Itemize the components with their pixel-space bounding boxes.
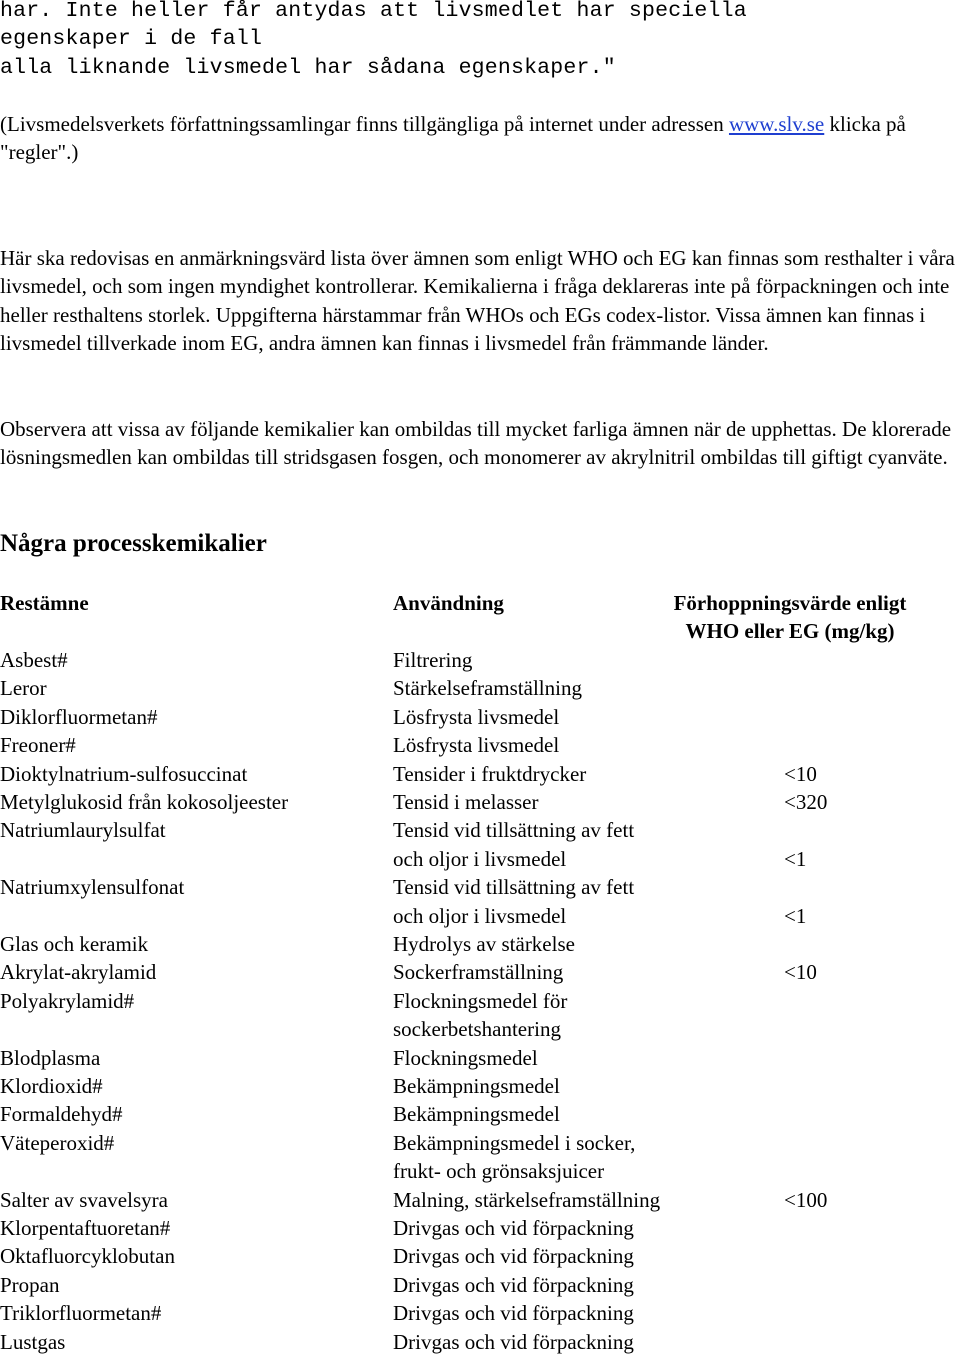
table-row — [0, 674, 960, 702]
table-row — [0, 930, 960, 958]
section-title: Några processkemikalier — [0, 530, 267, 557]
substance-cell: Triklorfluormetan# — [0, 1301, 162, 1326]
substance-cell: Polyakrylamid# — [0, 988, 135, 1013]
header-substance: Restämne — [0, 591, 89, 615]
substance-cell: Leror — [0, 676, 47, 701]
substance-cell: Akrylat-akrylamid — [0, 960, 157, 985]
substance-cell: Salter av svavelsyra — [0, 1187, 168, 1212]
substance-cell: Diklorfluormetan# — [0, 704, 158, 729]
usage-cell: Flockningsmedel för — [393, 988, 568, 1013]
table-row — [0, 1328, 960, 1356]
header-usage: Användning — [393, 591, 504, 615]
substance-cell: Dioktylnatrium-sulfosuccinat — [0, 761, 248, 786]
substance-cell: Blodplasma — [0, 1045, 101, 1070]
substance-cell: Oktafluorcyklobutan — [0, 1244, 175, 1269]
limit-cell: <320 — [784, 790, 828, 814]
table-row — [0, 703, 960, 731]
table-row — [0, 1214, 960, 1242]
usage-cell: Bekämpningsmedel i socker, — [393, 1130, 636, 1155]
limit-cell: <10 — [784, 761, 817, 786]
table-row — [0, 1072, 960, 1100]
substance-cell: Natriumxylensulfonat — [0, 875, 185, 900]
usage-cell: Tensider i fruktdrycker — [393, 761, 587, 786]
usage-cell: Stärkelseframställning — [393, 676, 582, 701]
quoted-regulation-text — [0, 0, 747, 82]
table-row-continuation — [0, 845, 960, 873]
usage-cell: Tensid vid tillsättning av fett — [393, 818, 635, 843]
usage-cell: Drivgas och vid förpackning — [393, 1329, 634, 1354]
substance-cell: Formaldehyd# — [0, 1102, 123, 1127]
substance-cell: Glas och keramik — [0, 932, 149, 956]
substance-cell: Natriumlaurylsulfat — [0, 818, 166, 843]
usage-cell: Bekämpningsmedel — [393, 1102, 560, 1127]
limit-cell: <100 — [784, 1187, 828, 1212]
table-row — [0, 1129, 960, 1157]
slv-link[interactable]: www.slv.se — [728, 112, 825, 136]
usage-cell: Lösfrysta livsmedel — [393, 704, 560, 729]
usage-cell: Bekämpningsmedel — [393, 1074, 560, 1098]
table-row-continuation — [0, 902, 960, 930]
table-row — [0, 1044, 960, 1072]
usage-cell: Drivgas och vid förpackning — [393, 1244, 634, 1269]
substance-cell: Väteperoxid# — [0, 1130, 115, 1155]
intro-paragraph: Här ska redovisas en anmärkningsvärd lista över ämnen som enligt WHO och EG kan finnas som resthalter i våra livsmedel, och som ingen myndighet kontrollerar. Kemikalierna i fråga deklareras inte på förpackningen och inte heller resthaltens storlek. Uppgifterna härstammar från WHOs och EGs codex-listor. Vissa ämnen kan finnas i livsmedel tillverkade inom EG, andra ämnen kan finnas i livsmedel från främmande länder. — [0, 246, 955, 356]
usage-cell: sockerbetshantering — [393, 1017, 561, 1042]
usage-cell: Drivgas och vid förpackning — [393, 1301, 634, 1326]
table-row — [0, 1242, 960, 1270]
substance-cell: Klordioxid# — [0, 1074, 103, 1098]
usage-cell: och oljor i livsmedel — [393, 903, 567, 928]
table-row — [0, 760, 960, 788]
usage-cell: Hydrolys av stärkelse — [393, 932, 575, 956]
table-row — [0, 816, 960, 844]
table-row — [0, 1271, 960, 1299]
usage-cell: Lösfrysta livsmedel — [393, 733, 560, 758]
substance-cell: Propan — [0, 1272, 60, 1297]
table-row — [0, 788, 960, 816]
table-row — [0, 873, 960, 901]
substance-cell: Freoner# — [0, 733, 76, 758]
limit-cell: <10 — [784, 960, 817, 985]
warning-paragraph: Observera att vissa av följande kemikalier kan ombildas till mycket farliga ämnen när de upphettas. De klorerade lösningsmedlen kan ombildas till stridsgasen fosgen, och monomerer av akrylnitril ombildas till giftigt cyanväte. — [0, 417, 952, 470]
substance-cell: Lustgas — [0, 1329, 66, 1354]
usage-cell: Tensid vid tillsättning av fett — [393, 875, 635, 900]
table-row — [0, 731, 960, 759]
quote-line: egenskaper i de fall — [0, 27, 263, 52]
usage-cell: Filtrering — [393, 648, 473, 672]
source-note-suffix: klicka på "regler".) — [0, 112, 906, 165]
table-row-continuation — [0, 1015, 960, 1043]
limit-cell: <1 — [784, 903, 807, 928]
limit-cell: <1 — [784, 846, 807, 871]
source-note — [0, 110, 960, 167]
quote-line: alla liknande livsmedel har sådana egenskaper." — [0, 55, 616, 80]
usage-cell: Malning, stärkelseframställning — [393, 1187, 661, 1212]
usage-cell: och oljor i livsmedel — [393, 846, 567, 871]
substance-cell: Metylglukosid från kokosoljeester — [0, 790, 289, 814]
table-header — [0, 589, 960, 644]
usage-cell: frukt- och grönsaksjuicer — [393, 1159, 605, 1184]
usage-cell: Tensid i melasser — [393, 790, 539, 814]
usage-cell: Drivgas och vid förpackning — [393, 1216, 634, 1240]
header-limit: Förhoppningsvärde enligt WHO eller EG (mg/kg) — [673, 591, 907, 644]
substance-cell: Asbest# — [0, 648, 68, 672]
table-row — [0, 987, 960, 1015]
quote-line: har. Inte heller får antydas att livsmedlet har speciella — [0, 0, 747, 23]
table-row — [0, 1186, 960, 1214]
table-row — [0, 1299, 960, 1327]
table-row-continuation — [0, 1157, 960, 1185]
table-row — [0, 646, 960, 674]
substance-cell: Klorpentaftuoretan# — [0, 1216, 171, 1240]
source-note-text: (Livsmedelsverkets författningssamlingar finns tillgängliga på internet under adressen — [0, 112, 729, 136]
usage-cell: Flockningsmedel — [393, 1045, 538, 1070]
usage-cell: Sockerframställning — [393, 960, 564, 985]
usage-cell: Drivgas och vid förpackning — [393, 1272, 634, 1297]
table-row — [0, 1100, 960, 1128]
table-row — [0, 958, 960, 986]
